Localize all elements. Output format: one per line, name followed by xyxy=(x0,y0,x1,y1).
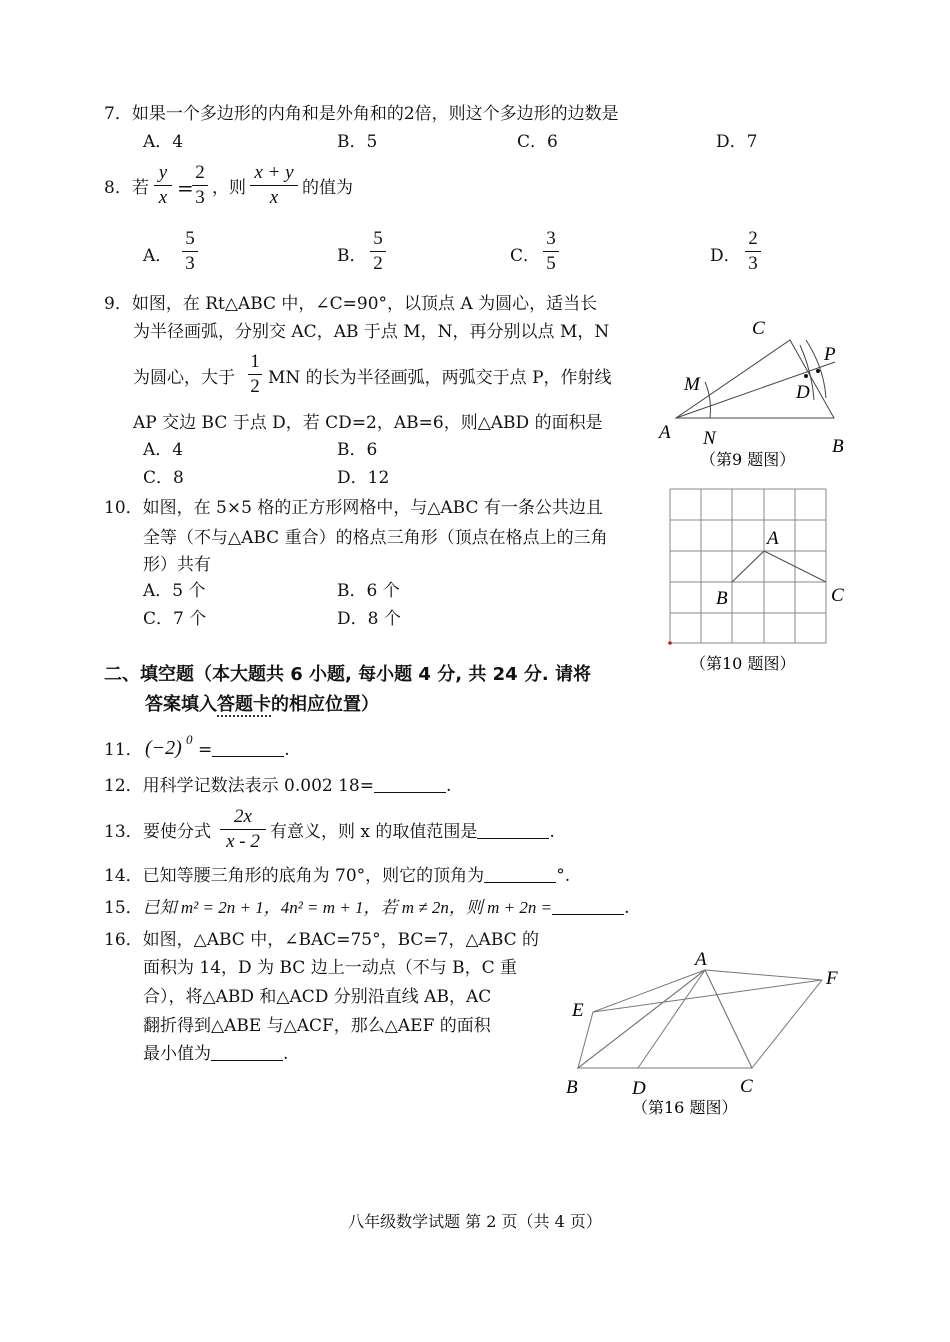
q16-line3: 合），将△ABD 和△ACD 分别沿直线 AB，AC xyxy=(143,987,492,1007)
q8-option-c: C． xyxy=(510,246,541,266)
q8-fraction-main: x + y x xyxy=(250,162,298,209)
q16-label-b: B xyxy=(566,1077,578,1098)
q10-caption: （第10 题图） xyxy=(690,654,796,673)
q9-option-d: D．12 xyxy=(337,468,390,488)
q8-option-b-fraction: 5 2 xyxy=(370,228,386,275)
q8-option-b: B． xyxy=(337,246,367,266)
q10-option-d: D．8 个 xyxy=(337,609,401,629)
q7-stem: 7．如果一个多边形的内角和是外角和的2倍，则这个多边形的边数是 xyxy=(104,104,619,124)
q10-label-b: B xyxy=(716,588,728,609)
q9-option-b: B．6 xyxy=(337,440,378,460)
q8-fraction-yx: y x xyxy=(154,162,172,209)
q7-option-b: B．5 xyxy=(337,132,378,152)
q9-option-c: C．8 xyxy=(143,468,184,488)
q10-option-a: A．5 个 xyxy=(143,581,206,601)
q10-line3: 形）共有 xyxy=(143,555,211,575)
q16-segment-ab xyxy=(578,970,705,1068)
q10-option-b: B．6 个 xyxy=(337,581,400,601)
q13-pre: 要使分式 xyxy=(143,822,211,842)
q10-label-c: C xyxy=(831,585,844,606)
q16-line1: 16．如图，△ABC 中，∠BAC=75°，BC=7，△ABC 的 xyxy=(104,930,540,950)
q10-label-a: A xyxy=(767,528,779,549)
q9-label-c: C xyxy=(752,318,765,339)
page-footer: 八年级数学试题 第 2 页（共 4 页） xyxy=(348,1212,602,1231)
section2-heading-line2: 答案填入答题卡的相应位置） xyxy=(145,694,379,715)
q9-line1: 9．如图，在 Rt△ABC 中，∠C=90°，以顶点 A 为圆心，适当长 xyxy=(104,294,598,314)
q11-answer: = . xyxy=(198,740,290,760)
q16-label-a: A xyxy=(695,949,707,970)
q14-line: 14．已知等腰三角形的底角为 70°，则它的顶角为 °. xyxy=(104,866,571,886)
q16-triangle-acf xyxy=(705,970,822,1068)
q9-half-fraction: 1 2 xyxy=(248,351,262,398)
q8-pre: 若 xyxy=(132,178,149,198)
q8-option-a-fraction: 5 3 xyxy=(182,228,198,275)
q16-segment-ad xyxy=(638,970,705,1068)
q10-line2: 全等（不与△ABC 重合）的格点三角形（顶点在格点上的三角 xyxy=(143,528,608,548)
q16-line4: 翻折得到△ABE 与△ACF，那么△AEF 的面积 xyxy=(143,1016,491,1036)
q8-option-d: D． xyxy=(710,246,741,266)
q8-mid: ，则 xyxy=(212,178,246,198)
q13-post: 有意义，则 x 的取值范围是 . xyxy=(270,822,555,842)
q16-label-c: C xyxy=(740,1076,753,1097)
q9-label-d: D xyxy=(796,382,810,403)
q9-option-a: A．4 xyxy=(143,440,184,460)
q9-label-a: A xyxy=(659,422,671,443)
emphasis-dotted-text: 答题卡 xyxy=(217,694,271,715)
q9-label-b: B xyxy=(832,436,844,457)
q11-base: (−2) xyxy=(145,737,182,759)
q9-line2: 为半径画弧，分别交 AC，AB 于点 M，N，再分别以点 M，N xyxy=(133,322,610,342)
q16-label-f: F xyxy=(826,968,838,989)
q11-number: 11． xyxy=(104,740,143,760)
q9-label-p: P xyxy=(824,344,836,365)
q16-segment-ef xyxy=(593,980,822,1012)
q10-option-c: C．7 个 xyxy=(143,609,207,629)
q7-option-c: C．6 xyxy=(517,132,558,152)
q12-line: 12．用科学记数法表示 0.002 18= . xyxy=(104,776,452,796)
section2-heading-line1: 二、填空题（本大题共 6 小题, 每小题 4 分, 共 24 分. 请将 xyxy=(104,664,592,685)
q8-fraction-23: 2 3 xyxy=(192,162,208,209)
q13-fraction: 2x x - 2 xyxy=(220,806,266,853)
q9-caption: （第9 题图） xyxy=(700,450,796,469)
q8-number: 8． xyxy=(104,178,132,198)
q7-option-d: D．7 xyxy=(716,132,758,152)
q8-eq-sign: = xyxy=(177,176,194,200)
q16-label-e: E xyxy=(572,1000,584,1021)
q13-number: 13． xyxy=(104,822,143,842)
q7-option-a: A．4 xyxy=(143,132,184,152)
q8-post: 的值为 xyxy=(302,178,353,198)
q16-line5: 最小值为 . xyxy=(143,1044,289,1064)
q9-line3b: MN 的长为半径画弧，两弧交于点 P，作射线 xyxy=(268,368,612,388)
q10-line1: 10．如图，在 5×5 格的正方形网格中，与△ABC 有一条公共边且 xyxy=(104,498,603,518)
q9-label-m: M xyxy=(684,374,700,395)
q16-caption: （第16 题图） xyxy=(632,1098,738,1117)
q9-line4: AP 交边 BC 于点 D，若 CD=2，AB=6，则△ABD 的面积是 xyxy=(133,413,603,433)
q16-label-d: D xyxy=(632,1078,646,1099)
q8-option-c-fraction: 3 5 xyxy=(543,228,559,275)
q16-line2: 面积为 14，D 为 BC 边上一动点（不与 B，C 重 xyxy=(143,958,517,978)
q8-option-d-fraction: 2 3 xyxy=(745,228,761,275)
q9-line3a: 为圆心，大于 xyxy=(133,368,235,388)
q11-exponent: 0 xyxy=(186,732,193,747)
q8-option-a: A． xyxy=(143,246,173,266)
q15-line: 15．已知 m² = 2n + 1，4n² = m + 1，若 m ≠ 2n，则 m + 2n = . xyxy=(104,898,630,918)
q9-label-n: N xyxy=(703,428,716,449)
